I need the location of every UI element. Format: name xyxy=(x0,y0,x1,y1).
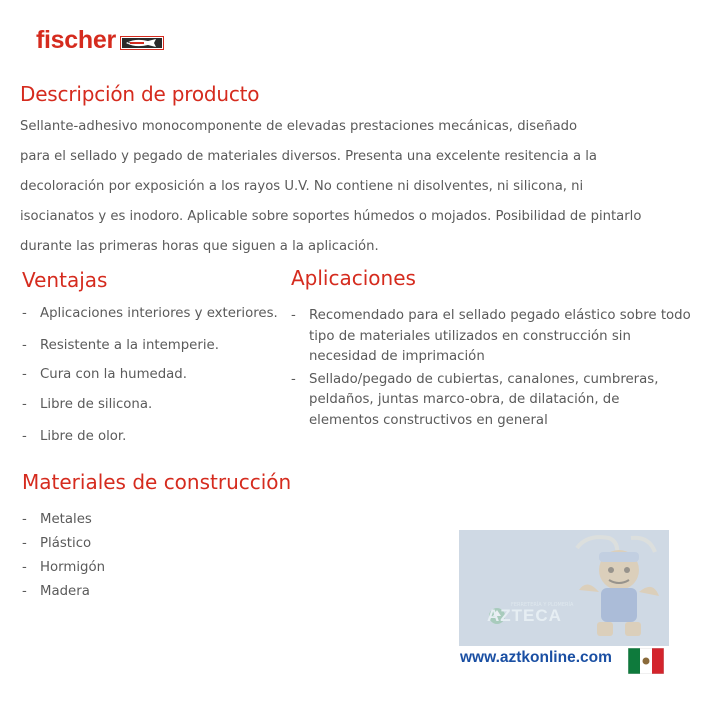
aplicaciones-list xyxy=(291,306,691,431)
azteca-promo-image xyxy=(459,530,669,646)
description-line: durante las primeras horas que siguen a la aplicación. xyxy=(20,239,379,254)
description-line: decoloración por exposición a los rayos U.V. No contiene ni disolventes, ni silicona, ni xyxy=(20,179,584,194)
description-line: isocianatos y es inodoro. Aplicable sobre soportes húmedos o mojados. Posibilidad de pintarlo xyxy=(20,209,642,224)
materiales-title: Materiales de construcción xyxy=(22,470,292,494)
description-text xyxy=(20,112,700,262)
mexico-flag-icon xyxy=(628,648,664,674)
mascot-icon xyxy=(459,530,669,646)
description-title: Descripción de producto xyxy=(20,82,260,106)
aplicaciones-title: Aplicaciones xyxy=(291,266,416,290)
aplicacion-item: - Sellado/pegado de cubiertas, canalones, cumbreras, peldaños, juntas marco-obra, de dilatación, de elementos constructivos en general xyxy=(291,371,659,428)
fischer-logo xyxy=(36,28,164,53)
aplicacion-item: - Recomendado para el sellado pegado elástico sobre todo tipo de materiales utilizados en construcción sin necesidad de imprimación xyxy=(291,308,691,364)
promo-subtitle: FERRETERÍA Y PLOMERÍA xyxy=(511,602,574,608)
brand-name: fischer xyxy=(36,26,116,54)
description-line: para el sellado y pegado de materiales diversos. Presenta una excelente resitencia a la xyxy=(20,149,597,164)
description-line: Sellante-adhesivo monocomponente de elevadas prestaciones mecánicas, diseñado xyxy=(20,119,578,134)
fish-icon xyxy=(120,36,164,50)
promo-brand: AZTECA xyxy=(487,606,562,625)
website-link[interactable]: www.aztkonline.com xyxy=(460,649,612,666)
ventajas-title: Ventajas xyxy=(22,268,108,292)
